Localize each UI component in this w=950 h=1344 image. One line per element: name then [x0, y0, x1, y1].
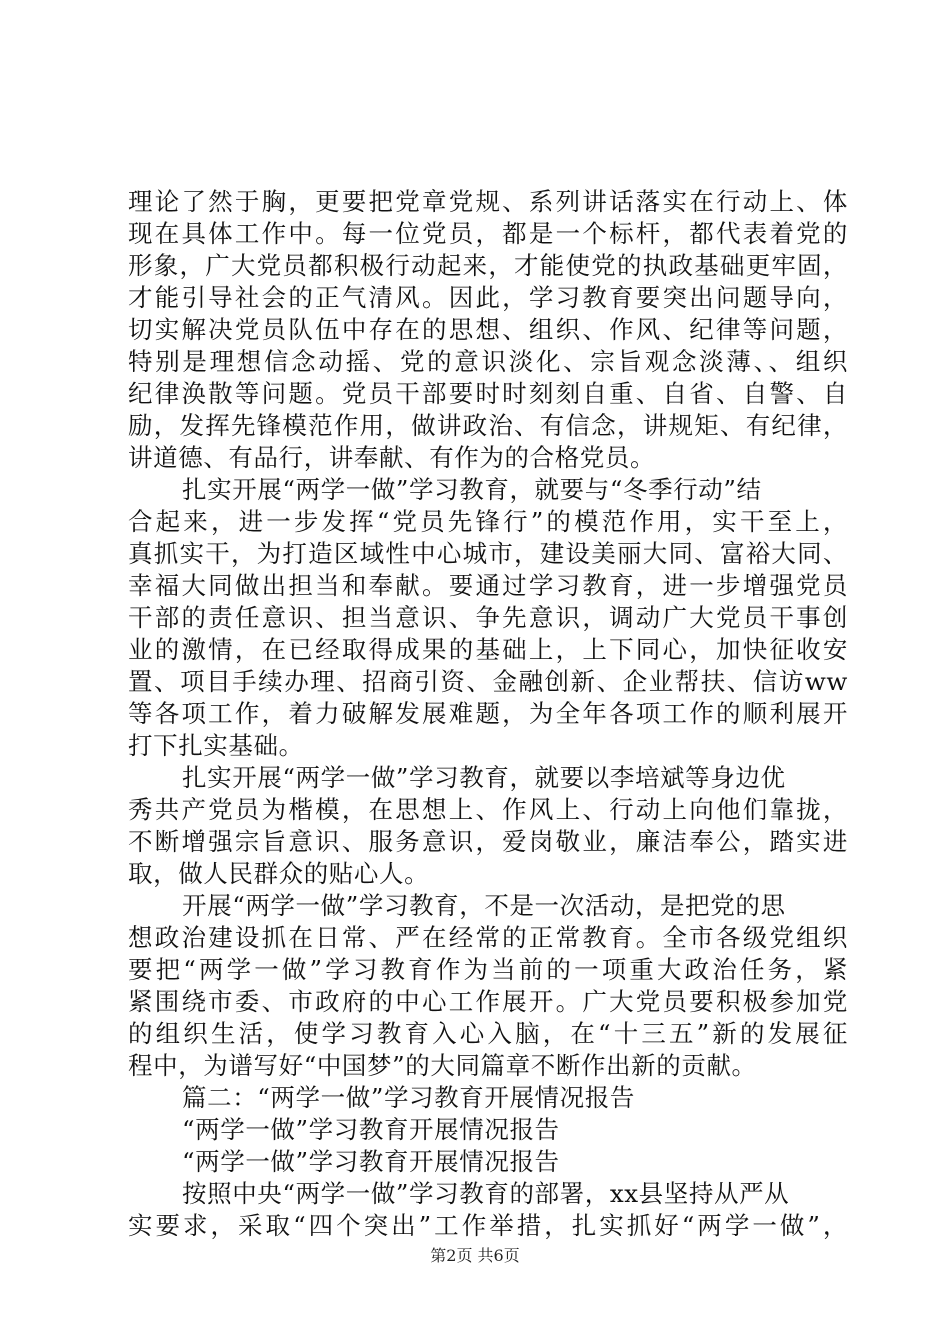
text-line: 励，发挥先锋模范作用，做讲政治、有信念，讲规矩、有纪律， — [128, 411, 848, 440]
text-line: 不断增强宗旨意识、服务意识，爱岗敬业，廉洁奉公，踏实进 — [128, 827, 848, 856]
text-line: 切实解决党员队伍中存在的思想、组织、作风、纪律等问题， — [128, 315, 848, 344]
text-line: 特别是理想信念动摇、党的意识淡化、宗旨观念淡薄、、组织 — [128, 347, 848, 376]
text-line: 干部的责任意识、担当意识、争先意识，调动广大党员干事创 — [128, 603, 848, 632]
text-line: 要把“两学一做”学习教育作为当前的一项重大政治任务，紧 — [128, 955, 848, 984]
text-line: 幸福大同做出担当和奉献。要通过学习教育，进一步增强党员 — [128, 571, 848, 600]
text-line: 程中，为谱写好“中国梦”的大同篇章不断作出新的贡献。 — [128, 1051, 757, 1080]
paragraph-start: 扎实开展“两学一做”学习教育，就要以李培斌等身边优 — [182, 763, 786, 792]
text-line: 置、项目手续办理、招商引资、金融创新、企业帮扶、信访ww — [128, 667, 848, 696]
paragraph-start: 按照中央“两学一做”学习教育的部署，xx县坚持从严从 — [182, 1179, 790, 1208]
page-number: 第2页 共6页 — [430, 1246, 520, 1265]
text-line: 的组织生活，使学习教育入心入脑，在“十三五”新的发展征 — [128, 1019, 848, 1048]
text-line: 理论了然于胸，更要把党章党规、系列讲话落实在行动上、体 — [128, 187, 848, 216]
text-line: 现在具体工作中。每一位党员，都是一个标杆，都代表着党的 — [128, 219, 848, 248]
text-line: 真抓实干，为打造区域性中心城市，建设美丽大同、富裕大同、 — [128, 539, 848, 568]
text-line: 取，做人民群众的贴心人。 — [128, 859, 430, 888]
text-line: 合起来，进一步发挥“党员先锋行”的模范作用，实干至上， — [128, 507, 848, 536]
text-line: 纪律涣散等问题。党员干部要时时刻刻自重、自省、自警、自 — [128, 379, 848, 408]
paragraph-start: 开展“两学一做”学习教育，不是一次活动，是把党的思 — [182, 891, 786, 920]
paragraph-start: 扎实开展“两学一做”学习教育，就要与“冬季行动”结 — [182, 475, 762, 504]
report-title: “两学一做”学习教育开展情况报告 — [182, 1147, 560, 1176]
text-line: 打下扎实基础。 — [128, 731, 304, 760]
text-line: 才能引导社会的正气清风。因此，学习教育要突出问题导向， — [128, 283, 848, 312]
text-line: 业的激情，在已经取得成果的基础上，上下同心，加快征收安 — [128, 635, 848, 664]
text-line: 紧围绕市委、市政府的中心工作展开。广大党员要积极参加党 — [128, 987, 848, 1016]
text-line: 等各项工作，着力破解发展难题，为全年各项工作的顺利展开 — [128, 699, 848, 728]
text-line: 秀共产党员为楷模，在思想上、作风上、行动上向他们靠拢， — [128, 795, 848, 824]
text-line: 讲道德、有品行，讲奉献、有作为的合格党员。 — [128, 443, 656, 472]
text-line: 实要求，采取“四个突出”工作举措，扎实抓好“两学一做”， — [128, 1211, 848, 1240]
text-line: 形象，广大党员都积极行动起来，才能使党的执政基础更牢固， — [128, 251, 848, 280]
report-title: “两学一做”学习教育开展情况报告 — [182, 1115, 560, 1144]
section-heading: 篇二：“两学一做”学习教育开展情况报告 — [182, 1083, 635, 1112]
text-line: 想政治建设抓在日常、严在经常的正常教育。全市各级党组织 — [128, 923, 848, 952]
